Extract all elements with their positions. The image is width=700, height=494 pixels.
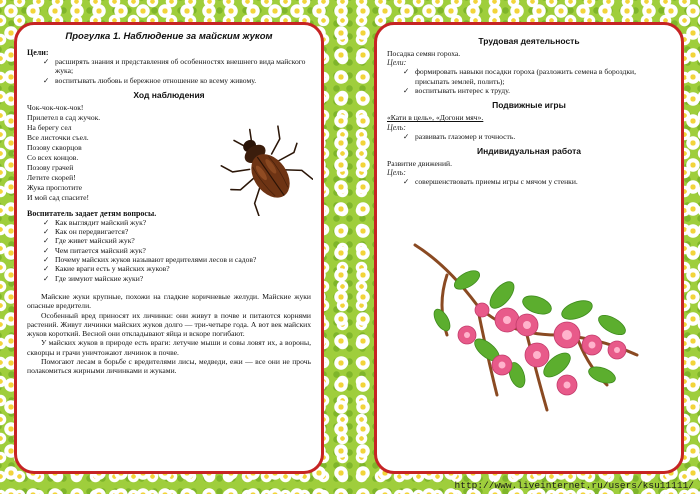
walk-title: Прогулка 1. Наблюдение за майским жуком bbox=[65, 31, 273, 42]
check-icon: ✓ bbox=[403, 86, 410, 95]
individual-heading: Индивидуальная работа bbox=[476, 146, 581, 156]
check-icon: ✓ bbox=[403, 177, 410, 187]
check-icon: ✓ bbox=[43, 245, 50, 255]
games-heading: Подвижные игры bbox=[492, 100, 566, 111]
question-item: ✓ Как выглядит майский жук? bbox=[43, 217, 147, 227]
poem-line: Все листочки съел. bbox=[27, 132, 89, 142]
games-goals-list bbox=[387, 132, 671, 141]
poem-line: Жука проглотите bbox=[27, 182, 83, 192]
check-icon: ✓ bbox=[43, 217, 50, 227]
individual-goal-label: Цель: bbox=[387, 168, 406, 178]
labor-task: Посадка семян гороха. bbox=[387, 49, 461, 58]
labor-goals-list bbox=[387, 67, 671, 95]
goal-item: ✓ расширять знания и представления об особенностях внешнего вида майского жука; bbox=[43, 57, 306, 76]
may-beetle-illustration bbox=[217, 120, 313, 216]
poem-line: Со всех концов. bbox=[27, 152, 79, 162]
check-icon: ✓ bbox=[403, 67, 410, 77]
labor-heading: Трудовая деятельность bbox=[478, 36, 580, 46]
labor-goals-label: Цели: bbox=[387, 58, 407, 68]
check-icon: ✓ bbox=[403, 131, 410, 141]
games-goal-item: ✓ развивать глазомер и точность. bbox=[403, 131, 516, 141]
poem-line: Чок-чок-чок-чок! bbox=[27, 102, 84, 112]
goals-label: Цели: bbox=[27, 48, 49, 57]
paragraph: Особенный вред приносят их личинки: они живут в почве и питаются корнями растений. Живут личинки майских жуков долго — три-четыре года. А вот век майских жуков короткий. Весной они откладывают яйца и вскоре погибают. bbox=[27, 310, 311, 339]
poem-line: И мой сад спасите! bbox=[27, 192, 89, 202]
left-page-card bbox=[14, 22, 324, 474]
watermark-url: http://www.liveinternet.ru/users/ksu11111/ bbox=[454, 480, 694, 491]
question-item: ✓ Чем питается майский жук? bbox=[43, 245, 146, 255]
poem-line: На берегу сел bbox=[27, 122, 72, 132]
questions-list bbox=[27, 218, 311, 283]
check-icon: ✓ bbox=[43, 75, 50, 85]
games-goal-label: Цель: bbox=[387, 122, 406, 132]
paragraph: Помогают лесам в борьбе с вредителями лисы, медведи, ежи — все они не прочь полакомиться жирными личинками и жуками. bbox=[27, 357, 311, 376]
games-list: «Кати в цель», «Догони мяч». bbox=[387, 113, 484, 123]
observation-heading: Ход наблюдения bbox=[133, 89, 205, 100]
question-item: ✓ Почему майских жуков называют вредителями лесов и садов? bbox=[43, 255, 257, 265]
question-item: ✓ Как он передвигается? bbox=[43, 227, 129, 237]
question-item: ✓ Какие враги есть у майских жуков? bbox=[43, 264, 170, 274]
individual-goals-list bbox=[387, 177, 671, 186]
check-icon: ✓ bbox=[43, 227, 50, 237]
right-page-card bbox=[374, 22, 684, 474]
check-icon: ✓ bbox=[43, 236, 50, 246]
questions-label: Воспитатель задает детям вопросы. bbox=[27, 208, 157, 218]
check-icon: ✓ bbox=[43, 264, 50, 274]
labor-goal-item: ✓ формировать навыки посадки гороха (разложить семена в бороздки, присыпать землей, полить); bbox=[403, 67, 637, 86]
check-icon: ✓ bbox=[43, 273, 50, 283]
poem-line: Летите скорей! bbox=[27, 172, 76, 182]
check-icon: ✓ bbox=[43, 255, 50, 265]
labor-goal-item: ✓ воспитывать интерес к труду. bbox=[403, 86, 511, 95]
right-page-content bbox=[387, 31, 671, 187]
individual-goal-item: ✓ совершенствовать приемы игры с мячом у стенки. bbox=[403, 177, 578, 187]
poem-line: Позову грачей bbox=[27, 162, 74, 172]
poem-line: Прилетел в сад жучок. bbox=[27, 112, 101, 122]
goal-item: ✓ воспитывать любовь и бережное отношение ко всему живому. bbox=[43, 75, 257, 85]
question-item: ✓ Где зимуют майские жуки? bbox=[43, 273, 144, 283]
goals-list bbox=[27, 57, 311, 85]
paragraph: У майских жуков в природе есть враги: летучие мыши и совы ловят их, а вороны, скворцы и грачи уничтожают личинок в почве. bbox=[27, 338, 311, 357]
paragraph: Майские жуки крупные, похожи на гладкие коричневые желуди. Майские жуки опасные вредители. bbox=[27, 291, 311, 311]
poem-line: Позову скворцов bbox=[27, 142, 82, 152]
question-item: ✓ Где живет майский жук? bbox=[43, 236, 135, 246]
check-icon: ✓ bbox=[43, 57, 50, 66]
blossom-branch-illustration bbox=[407, 225, 647, 425]
individual-task: Развитие движений. bbox=[387, 159, 453, 168]
